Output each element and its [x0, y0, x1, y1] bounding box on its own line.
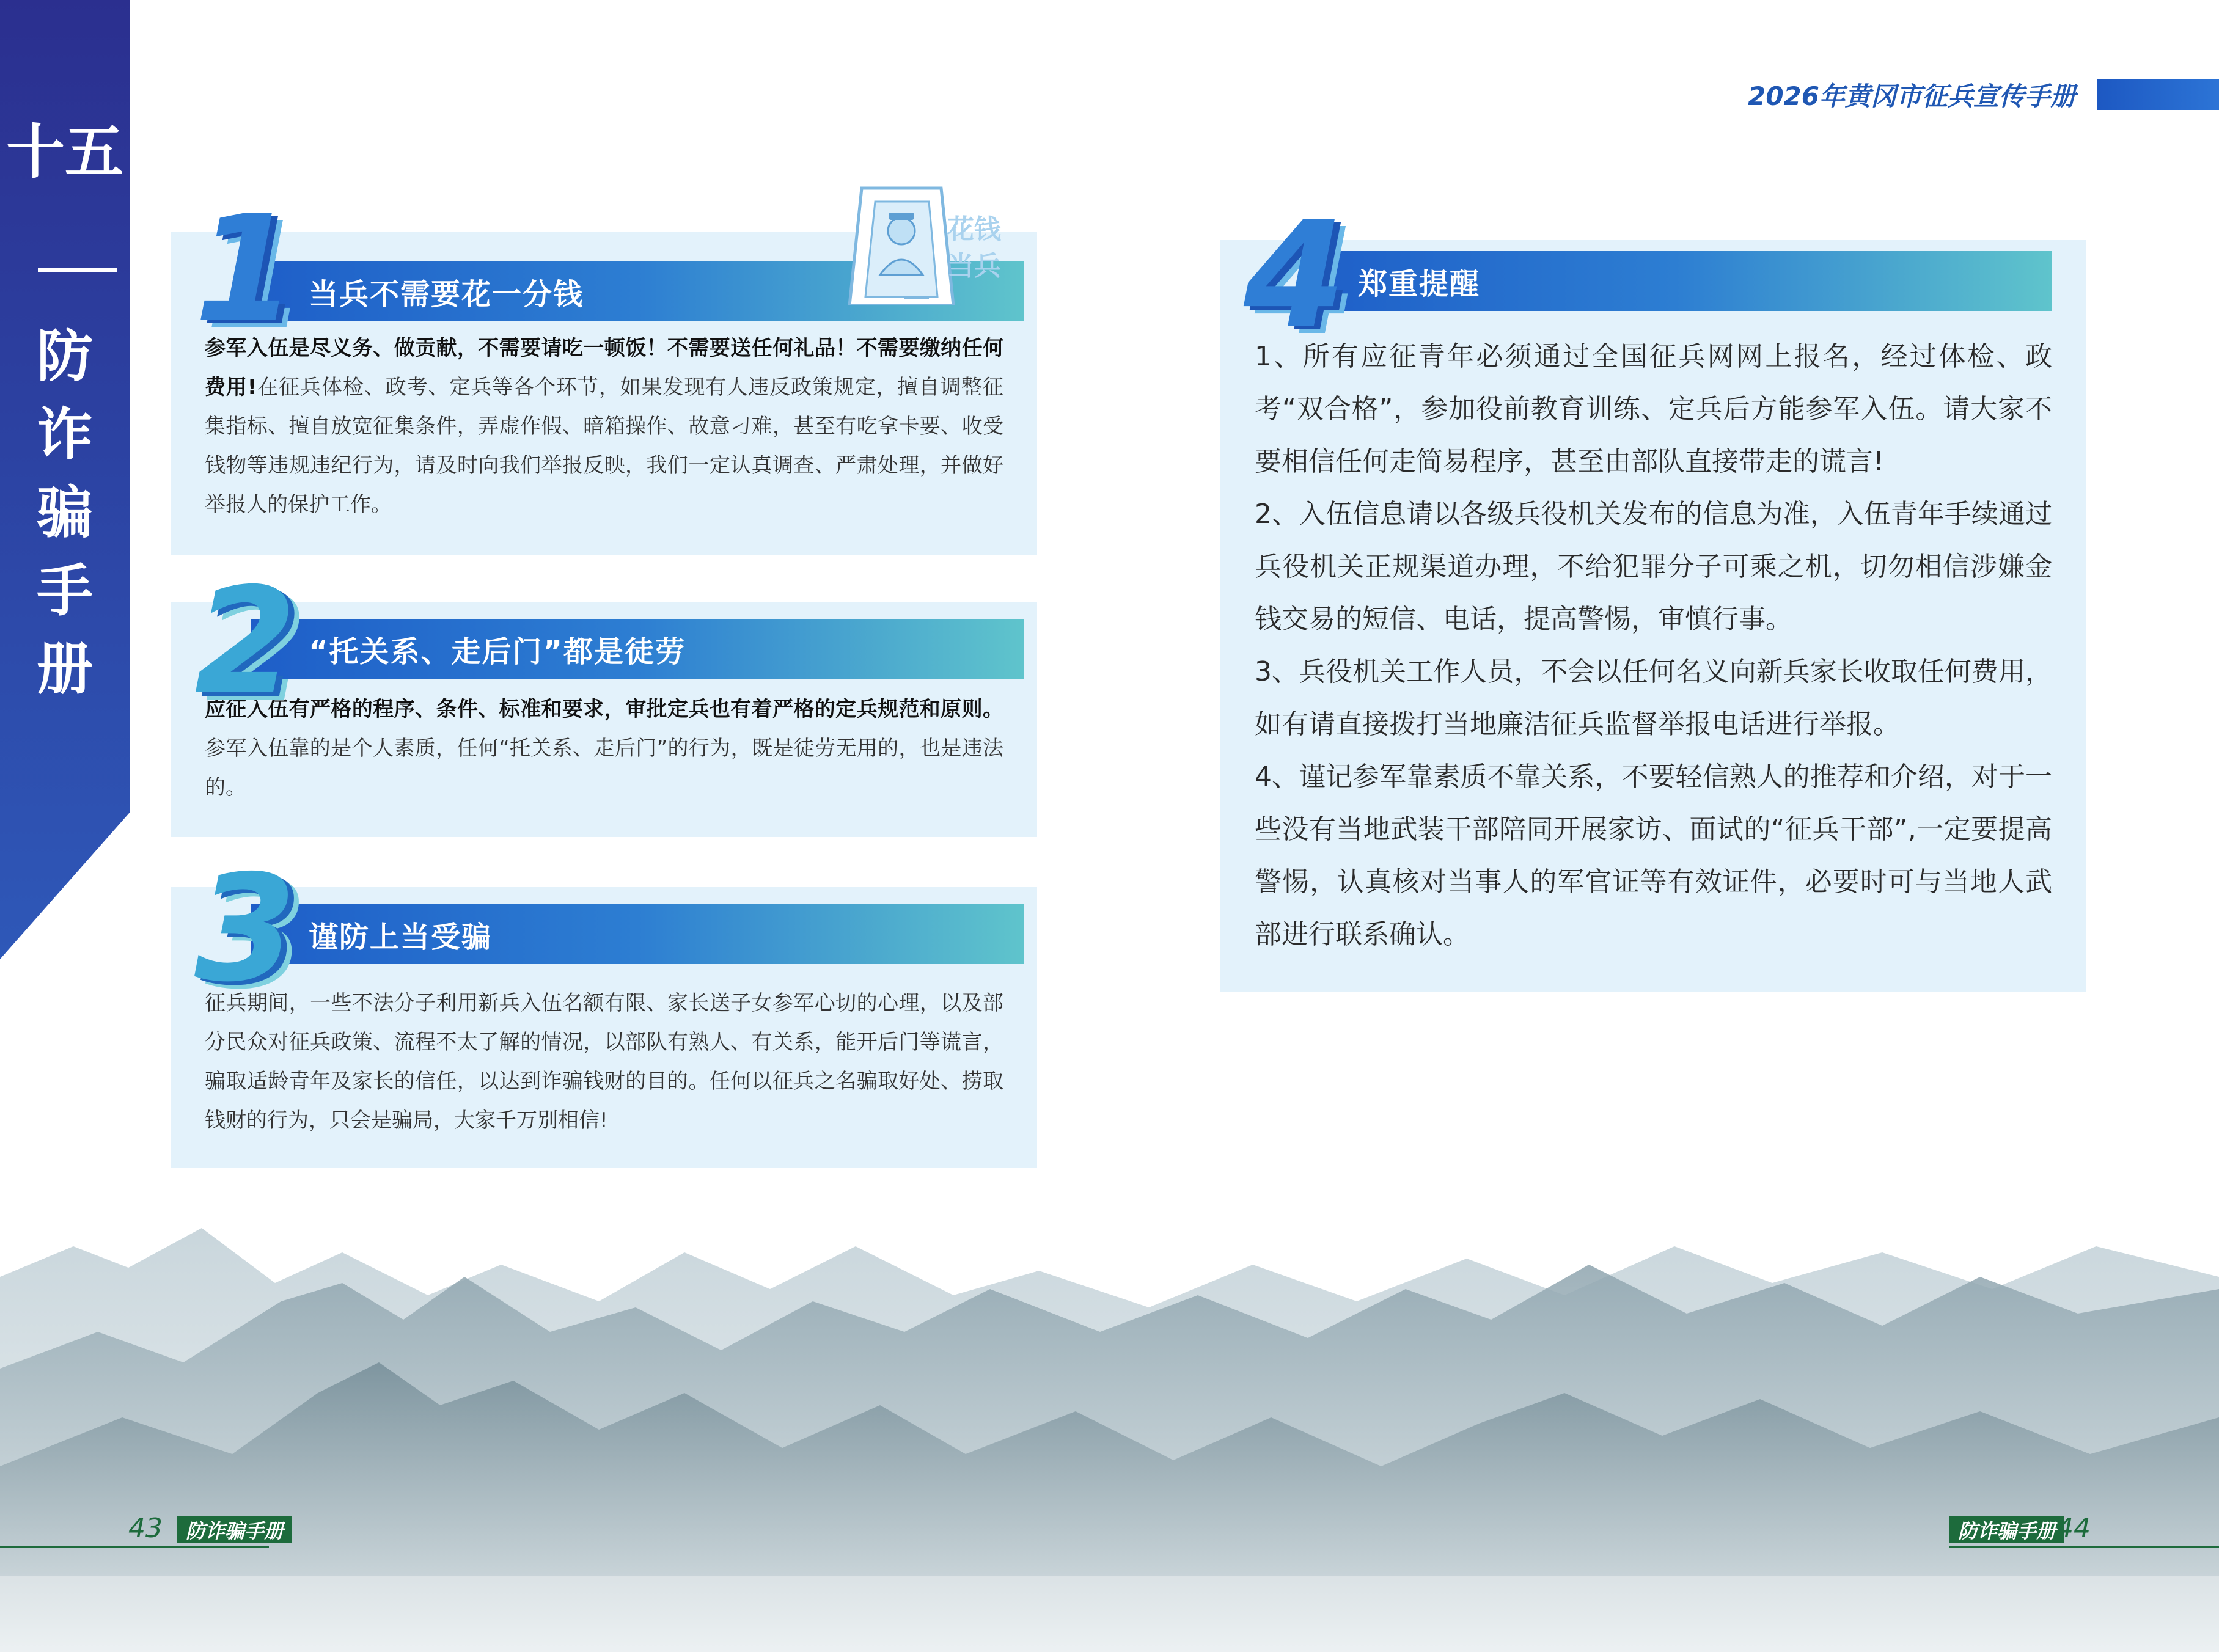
section-text: 在征兵体检、政考、定兵等各个环节，如果发现有人违反政策规定，擅自调整征集指标、擅自放宽征集条件，弄虚作假、暗箱操作、故意刁难，甚至有吃拿卡要、收受钱物等违规违纪行为，请及时向我们举报反映，我们一定认真调查、严肃处理，并做好举报人的保护工作。: [205, 375, 1003, 517]
section-text: 参军入伍靠的是个人素质，任何“托关系、走后门”的行为，既是徒劳无用的，也是违法的。: [205, 736, 1003, 800]
section-lead: 参军入伍是尽义务、做贡献，不需要请吃一顿饭！不需要送任何礼品！不需要缴纳任何费用!: [205, 336, 1003, 400]
section-title: 谨防上当受骗: [309, 919, 493, 954]
section-number-4: 4: [1244, 189, 1346, 360]
section-body: [1255, 331, 2052, 961]
section-text: 征兵期间，一些不法分子利用新兵入伍名额有限、家长送子女参军心切的心理，以及部分民众对征兵政策、流程不太了解的情况，以部队有熟人、有关系，能开后门等谎言，骗取适龄青年及家长的信任，以达到诈骗钱财的目的。任何以征兵之名骗取好处、捞取钱财的行为，只会是骗局，大家千万别相信!: [205, 991, 1003, 1133]
section-title-bar: [1300, 251, 2052, 311]
reminder-paragraph: 2、入伍信息请以各级兵役机关发布的信息为准，入伍青年手续通过兵役机关正规渠道办理，不给犯罪分子可乘之机，切勿相信涉嫌金钱交易的短信、电话，提高警惕，审慎行事。: [1255, 499, 2052, 635]
running-header: [1748, 78, 2219, 111]
badge-text-line: 花钱: [947, 214, 1001, 245]
chapter-title-char: 骗: [36, 480, 93, 546]
chapter-title: [0, 318, 130, 709]
chapter-band: [0, 0, 130, 959]
page-number-right: 44: [2056, 1513, 2091, 1544]
chapter-title-char: 防: [36, 324, 93, 389]
page-number-left: 43: [128, 1513, 163, 1544]
section-body: [205, 329, 1003, 524]
section-card-3: [171, 887, 1037, 1168]
mountain-landscape-illustration: [0, 1210, 2219, 1652]
section-title-bar: [251, 904, 1024, 964]
chapter-title-char: 诈: [36, 402, 93, 467]
footer-rule-right: [1949, 1546, 2219, 1548]
chapter-number: 十五: [6, 118, 123, 186]
badge-text-line: 当兵: [947, 250, 1001, 282]
running-header-bar: [2097, 79, 2219, 110]
reminder-paragraph: 4、谨记参军靠素质不靠关系，不要轻信熟人的推荐和介绍，对于一些没有当地武装干部陪同开展家访、面试的“征兵干部”,一定要提高警惕，认真核对当事人的军官证等有效证件，必要时可与当地人武部进行联系确认。: [1255, 761, 2052, 950]
footer-tag-left: 防诈骗手册: [177, 1516, 292, 1543]
section-body: [205, 984, 1003, 1140]
soldier-badge-icon: [837, 183, 1008, 305]
section-title-bar: [251, 619, 1024, 679]
section-title: “托关系、走后门”都是徒劳: [309, 634, 686, 669]
section-number-3: 3: [194, 843, 296, 1014]
chapter-title-char: 手: [36, 558, 93, 624]
section-body: [205, 690, 1003, 807]
chapter-divider: [38, 268, 117, 272]
section-number-2: 2: [194, 556, 296, 727]
reminder-paragraph: 3、兵役机关工作人员，不会以任何名义向新兵家长收取任何费用，如有请直接拨打当地廉洁征兵监督举报电话进行举报。: [1255, 656, 2052, 740]
section-title: 当兵不需要花一分钱: [309, 277, 584, 312]
reminder-paragraph: 1、所有应征青年必须通过全国征兵网网上报名，经过体检、政考“双合格”，参加役前教育训练、定兵后方能参军入伍。请大家不要相信任何走简易程序，甚至由部队直接带走的谎言!: [1255, 341, 2052, 477]
chapter-title-char: 册: [36, 637, 93, 702]
footer-tag-right: 防诈骗手册: [1949, 1516, 2064, 1543]
section-number-1: 1: [194, 183, 296, 354]
section-title: 郑重提醒: [1358, 266, 1481, 301]
running-header-title: 2026年黄冈市征兵宣传手册: [1748, 81, 2076, 111]
section-card-4: [1220, 240, 2086, 992]
footer-rule-left: [0, 1546, 269, 1548]
section-card-2: [171, 602, 1037, 837]
section-lead: 应征入伍有严格的程序、条件、标准和要求，审批定兵也有着严格的定兵规范和原则。: [205, 697, 1003, 722]
